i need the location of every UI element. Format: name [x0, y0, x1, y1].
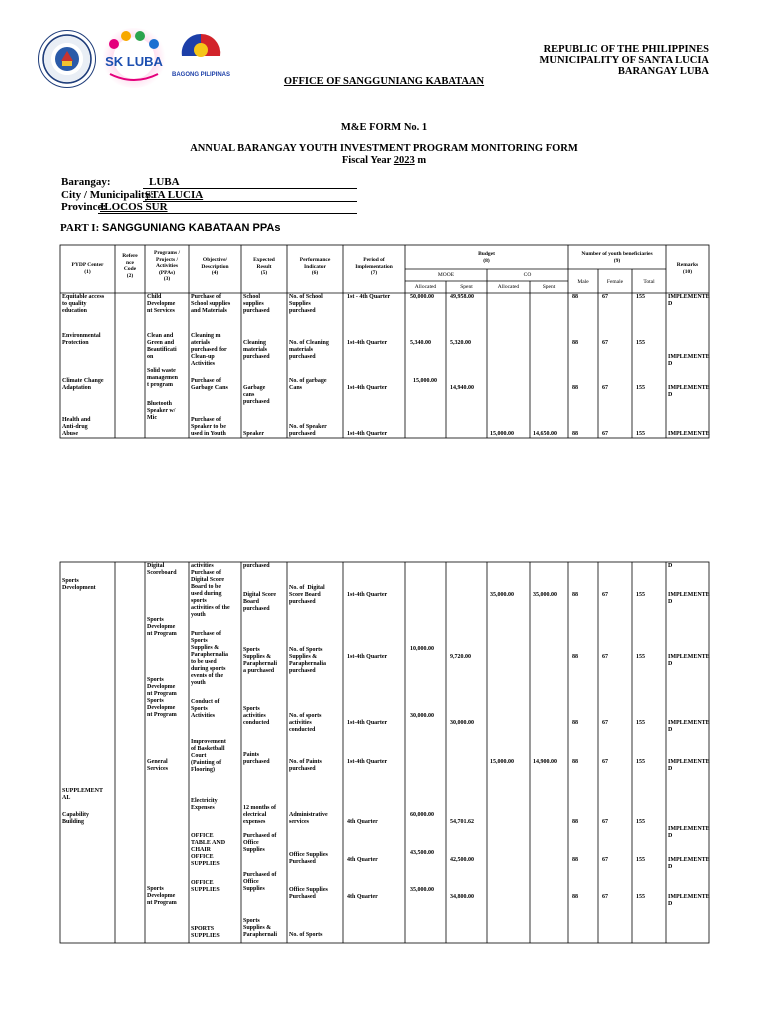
th-female: Female — [606, 279, 624, 285]
p2r3-remarks: IMPLEMENTE D — [668, 720, 710, 733]
p2r4-obj: Improvement of Basketball Court (Painting of Flooring) — [191, 739, 226, 773]
p2r5-res: 12 months of electrical expenses — [243, 805, 277, 825]
p2r4-per: 1st-4th Quarter — [347, 759, 388, 765]
p2r6-male: 88 — [572, 857, 578, 863]
th-co: CO — [523, 272, 532, 278]
p2r1-res: Digital Score Board purchased — [243, 592, 277, 612]
p2r5-female: 67 — [602, 819, 608, 825]
p2r6-obj: OFFICE TABLE AND CHAIR OFFICE SUPPLIES — [191, 833, 226, 867]
th-objective: Objective/ Description (4) — [201, 257, 229, 276]
r4-male: 88 — [572, 431, 578, 437]
r1-total: 155 — [636, 294, 645, 300]
r3-obj: Purchase of Garbage Cans — [191, 378, 228, 391]
r4-co-alloc: 15,000.00 — [490, 431, 514, 437]
r1-male: 88 — [572, 294, 578, 300]
p2r4-total: 155 — [636, 759, 645, 765]
p2r2-female: 67 — [602, 654, 608, 660]
r2-mooe-spent: 5,320.00 — [450, 340, 471, 346]
th-pydp: PYDP Center (1) — [71, 262, 104, 275]
province-value: ILOCOS SUR — [100, 201, 168, 213]
p2r5-male: 88 — [572, 819, 578, 825]
p2r5-per: 4th Quarter — [347, 819, 378, 825]
p2r6-total: 155 — [636, 857, 645, 863]
r4-ppa: Bluetooth Speaker w/ Mic — [147, 401, 176, 421]
p2r3-total: 155 — [636, 720, 645, 726]
p2r2-ind: No. of Sports Supplies & Paraphernalia purchased — [289, 647, 326, 674]
p2r1-female: 67 — [602, 592, 608, 598]
th-co-spent: Spent — [542, 284, 556, 290]
sk-luba-text: SK LUBA — [105, 54, 163, 69]
municipality-line: MUNICIPALITY OF SANTA LUCIA — [539, 55, 709, 66]
r3-res: Garbage cans purchased — [243, 385, 270, 405]
p2r3-ppa: Sports Developme nt Program Sports Developme nt Program — [147, 677, 177, 718]
p2r2-ppa: Sports Developme nt Program — [147, 617, 177, 637]
r2-male: 88 — [572, 340, 578, 346]
p2r3-res: Sports activities conducted — [243, 706, 270, 726]
p2r7-remarks: IMPLEMENTE D — [668, 894, 710, 907]
p2r6-per: 4th Quarter — [347, 857, 378, 863]
p2r4-ind: No. of Paints purchased — [289, 759, 322, 772]
r4-ind: No. of Speaker purchased — [289, 424, 327, 437]
p2r7-ppa: Sports Developme nt Program — [147, 886, 177, 906]
p2r4-co-alloc: 15,000.00 — [490, 759, 514, 765]
p2r1-co-alloc: 35,000.00 — [490, 592, 514, 598]
office-title: OFFICE OF SANGGUNIANG KABATAAN — [283, 76, 485, 87]
r1-res: School supplies purchased — [243, 294, 270, 314]
r4-obj: Purchase of Speaker to be used in Youth — [191, 417, 226, 437]
r4-total: 155 — [636, 431, 645, 437]
r2-obj: Cleaning m aterials purchased for Clean-up Activities — [191, 333, 227, 367]
p2-top-obj: activities Purchase of Digital Score Board to be used during sports activities of the youth — [191, 563, 230, 618]
r3-per: 1st-4th Quarter — [347, 385, 388, 391]
r4-remarks: IMPLEMENTE — [668, 431, 710, 437]
p2-top-rem: D — [668, 563, 673, 569]
r3-ind: No. of garbage Cans — [289, 378, 327, 391]
p2r3-mooe-alloc: 30,000.00 — [410, 713, 434, 719]
p2r7-per: 4th Quarter — [347, 894, 378, 900]
fiscal-suffix: m — [414, 155, 427, 166]
th-male: Male — [577, 279, 589, 285]
r4-res: Speaker — [243, 431, 264, 437]
th-co-allocated: Allocated — [497, 284, 520, 290]
p2r5-mooe-spent: 54,701.62 — [450, 819, 474, 825]
p2r7-total: 155 — [636, 894, 645, 900]
bagong-pilipinas-caption: BAGONG PILIPINAS — [171, 72, 230, 78]
fiscal-label: Fiscal Year — [341, 155, 394, 166]
th-mooe-spent: Spent — [460, 284, 473, 290]
p2r3-mooe-spent: 30,000.00 — [450, 720, 474, 726]
p2r5-ind: Administrative services — [289, 812, 328, 825]
r1-obj: Purchase of School supplies and Materials — [191, 294, 231, 314]
th-total: Total — [643, 279, 655, 285]
r2-female: 67 — [602, 340, 608, 346]
r2-ppa: Clean and Green and Beautificati on — [147, 333, 177, 360]
r4-co-spent: 14,650.00 — [533, 431, 557, 437]
p2r3-per: 1st-4th Quarter — [347, 720, 388, 726]
r3-female: 67 — [602, 385, 608, 391]
p2r7-res: Purchased of Office Supplies — [243, 872, 277, 892]
r1-remarks: IMPLEMENTE D — [668, 294, 710, 307]
p2r1-co-spent: 35,000.00 — [533, 592, 557, 598]
city-value: STA LUCIA — [145, 189, 204, 201]
p2r7-mooe-alloc: 35,000.00 — [410, 887, 434, 893]
p2r7-male: 88 — [572, 894, 578, 900]
p2r8-res: Sports Supplies & Paraphernali — [243, 918, 277, 938]
r3-remarks: IMPLEMENTE D — [668, 385, 710, 398]
p2r6-mooe-alloc: 43,500.00 — [410, 850, 434, 856]
fiscal-year-value: 2023 — [393, 155, 415, 166]
r4-per: 1st-4th Quarter — [347, 431, 388, 437]
p2r4-ppa: General Services — [147, 759, 168, 772]
form-number: M&E FORM No. 1 — [340, 122, 428, 133]
p2r3-ind: No. of sports activities conducted — [289, 713, 322, 733]
p2r2-remarks: IMPLEMENTE D — [668, 654, 710, 667]
p2r1-remarks: IMPLEMENTE D — [668, 592, 710, 605]
republic-line: REPUBLIC OF THE PHILIPPINES — [543, 44, 709, 55]
p2r7-female: 67 — [602, 894, 608, 900]
r4-pydp: Health and Anti-drug Abuse — [62, 417, 91, 437]
p2r6-female: 67 — [602, 857, 608, 863]
province-label: Province: — [61, 201, 107, 213]
r2-remarks: IMPLEMENTE D — [668, 354, 710, 367]
barangay-label: Barangay: — [61, 176, 111, 188]
th-beneficiaries: Number of youth beneficiaries (9) — [581, 251, 653, 264]
p2r4-female: 67 — [602, 759, 608, 765]
r2-per: 1st-4th Quarter — [347, 340, 388, 346]
r1-female: 67 — [602, 294, 608, 300]
p2r8-ind: No. of Sports — [289, 932, 323, 938]
th-remarks: Remarks (10) — [676, 262, 699, 275]
th-mooe-allocated: Allocated — [414, 284, 437, 290]
th-mooe: MOOE — [437, 272, 455, 278]
r1-ppa: Child Developme nt Services — [147, 294, 176, 314]
p2r6-remarks: IMPLEMENTE D — [668, 857, 710, 870]
p2r7-mooe-spent: 34,800.00 — [450, 894, 474, 900]
p2r5-mooe-alloc: 60,000.00 — [410, 812, 434, 818]
barangay-value: LUBA — [149, 176, 180, 188]
r2-ind: No. of Cleaning materials purchased — [289, 340, 329, 360]
p2r4-male: 88 — [572, 759, 578, 765]
r1-mooe-alloc: 50,000.00 — [410, 294, 434, 300]
p2r3-obj: Conduct of Sports Activities — [191, 699, 220, 719]
p2r1-total: 155 — [636, 592, 645, 598]
p2r4-co-spent: 14,900.00 — [533, 759, 557, 765]
r3-male: 88 — [572, 385, 578, 391]
r3-mooe-spent: 14,940.00 — [450, 385, 474, 391]
r2-total: 155 — [636, 340, 645, 346]
r1-pydp: Equitable access to quality education — [62, 294, 105, 314]
p2r4-res: Paints purchased — [243, 752, 270, 765]
p2r2-res: Sports Supplies & Paraphernali a purchased — [243, 647, 277, 674]
p2r7-ind: Office Supplies Purchased — [289, 887, 328, 900]
r1-ind: No. of School Supplies purchased — [289, 294, 323, 314]
p2r2-per: 1st-4th Quarter — [347, 654, 388, 660]
p2r6-mooe-spent: 42,500.00 — [450, 857, 474, 863]
p2r2-mooe-alloc: 10,000.00 — [410, 646, 434, 652]
p2r3-male: 88 — [572, 720, 578, 726]
p2r5-obj: Electricity Expenses — [191, 798, 218, 811]
p2r1-ind: No. of Digital Score Board purchased — [289, 585, 325, 605]
th-period: Period of Implementation (7) — [355, 257, 393, 276]
th-budget: Budget (8) — [478, 251, 495, 264]
th-ref: Refere nce Code (2) — [122, 253, 138, 279]
p2r2-total: 155 — [636, 654, 645, 660]
r3-pydp: Climate Change Adaptation — [62, 378, 104, 391]
p2r5-total: 155 — [636, 819, 645, 825]
p2r5-remarks: IMPLEMENTE D — [668, 826, 710, 839]
capability-label: Capability Building — [62, 812, 90, 825]
p2r8-obj: SPORTS SUPPLIES — [191, 926, 220, 939]
p2r1-per: 1st-4th Quarter — [347, 592, 388, 598]
barangay-line: BARANGAY LUBA — [617, 66, 709, 77]
r2-mooe-alloc: 5,340.00 — [410, 340, 431, 346]
supplemental-label: SUPPLEMENT AL — [62, 788, 104, 801]
p2r6-res: Purchased of Office Supplies — [243, 833, 277, 853]
th-programs: Programs / Projects / Activities (PPAs) (3) — [153, 250, 181, 282]
part1-prefix: PART I: — [60, 222, 102, 234]
form-title: ANNUAL BARANGAY YOUTH INVESTMENT PROGRAM MONITORING FORM — [190, 143, 578, 154]
p2-top-res: purchased — [243, 563, 270, 569]
p2r2-mooe-spent: 9,720.00 — [450, 654, 471, 660]
r1-mooe-spent: 49,958.00 — [450, 294, 474, 300]
p2-sports-dev: Sports Development — [62, 578, 96, 591]
p2r6-ind: Office Supplies Purchased — [289, 852, 328, 865]
r3-ppa: Solid waste managemen t program — [147, 368, 178, 388]
r4-female: 67 — [602, 431, 608, 437]
city-label: City / Municipality: — [61, 189, 154, 201]
p2r3-female: 67 — [602, 720, 608, 726]
r1-per: 1st - 4th Quarter — [347, 294, 391, 300]
p2r1-male: 88 — [572, 592, 578, 598]
r3-mooe-alloc: 15,000.00 — [413, 378, 437, 384]
r2-pydp: Environmental Protection — [62, 333, 101, 346]
p2r7-obj: OFFICE SUPPLIES — [191, 880, 220, 893]
r3-total: 155 — [636, 385, 645, 391]
th-expected: Expected Result (5) — [253, 257, 275, 276]
p2-top-ppa: Digital Scoreboard — [147, 563, 177, 576]
p2r4-remarks: IMPLEMENTE D — [668, 759, 710, 772]
th-performance: Performance Indicator (6) — [299, 257, 331, 276]
part1-title: SANGGUNIANG KABATAAN PPAs — [102, 222, 281, 234]
r2-res: Cleaning materials purchased — [243, 340, 270, 360]
p2r2-male: 88 — [572, 654, 578, 660]
p2r2-obj: Purchase of Sports Supplies & Paraphernalia to be used during sports events of the youth — [191, 631, 228, 686]
